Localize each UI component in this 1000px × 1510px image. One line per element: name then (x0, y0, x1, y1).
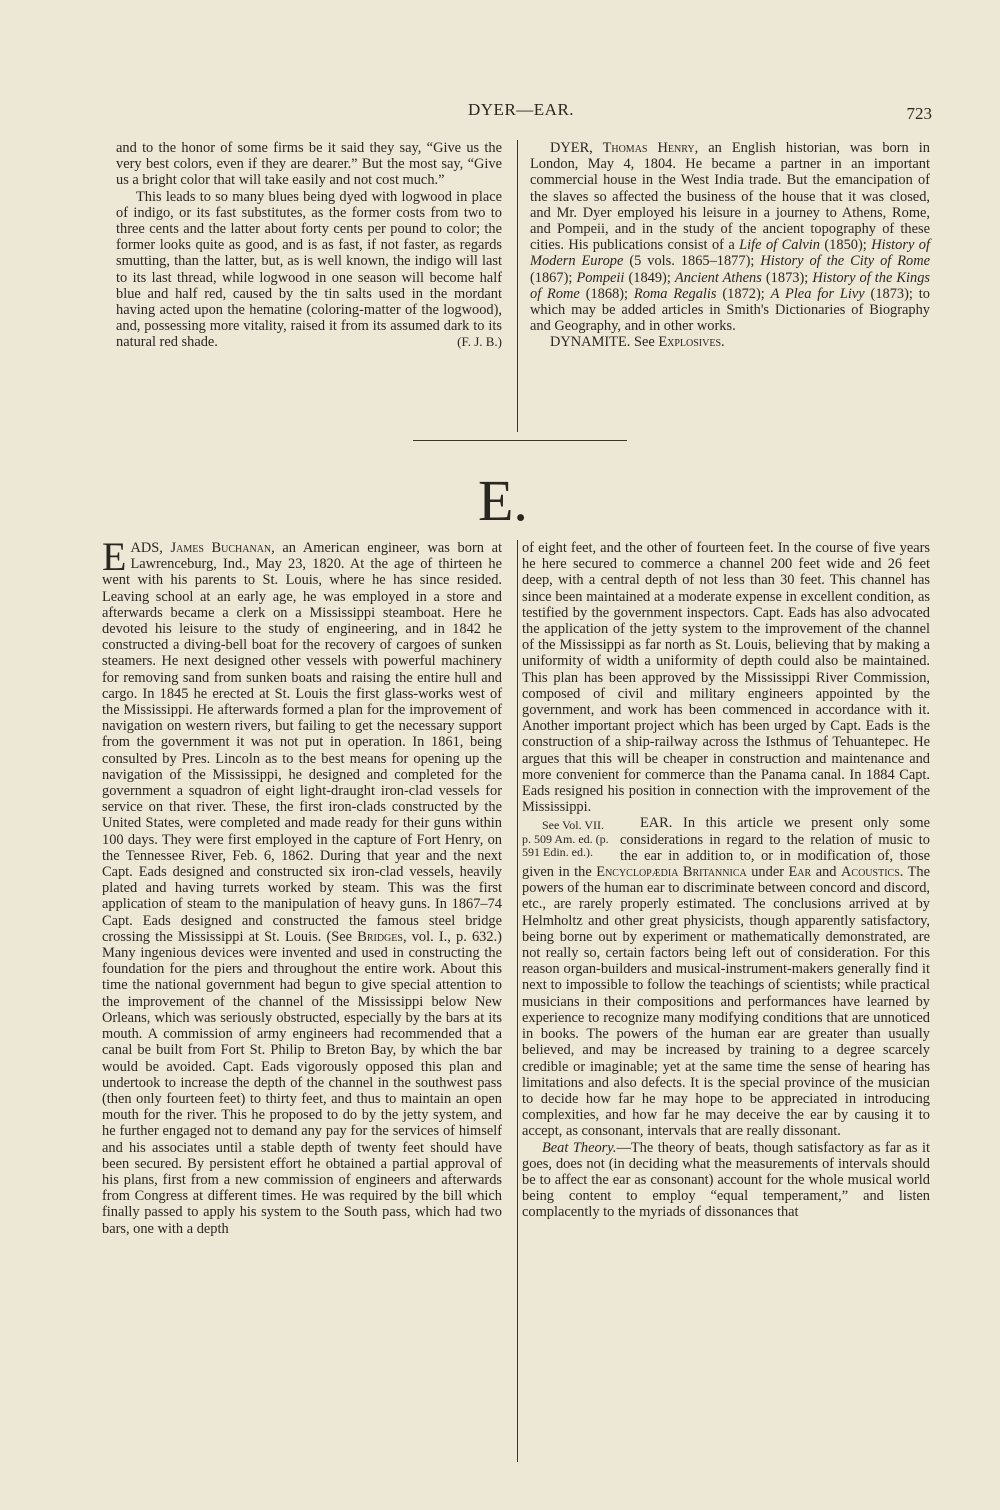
work-title: Ancient Athens (674, 269, 762, 286)
work-title: History of the Kings of Rome (530, 269, 931, 302)
eads-continuation: of eight feet, and the other of fourteen feet. In the course of five years he here secured to commerce a channel 200 feet wide and 26 feet deep, with a central depth of not less than 30 feet. This channel has since been maintained at a moderate expense in excellent condition, as testified by the government inspectors. Capt. Eads has also advocated the application of the jetty system to the improvement of the channel of the Mississippi as far north as St. Louis, believing that by making a uniformity of width a uniformity of depth could also be maintained. This plan has been approved by the Mississippi River Commission, composed of civil and military engineers appointed by the government, and work has been commenced in accordance with it. Another important project which has been urged by Capt. Eads is the construction of a ship-railway across the Isthmus of Tehuantepec. He argues that this will be cheaper in construction and maintenance and more convenient for commerce than the Panama canal. In 1884 Capt. Eads resigned his position in connection with the improvement of the Mississippi. (522, 540, 930, 816)
dyer-name: DYER, Thomas Henry, (550, 140, 699, 156)
eads-text-continued: vol. I., p. 632.) Many ingenious devices were invented and used in constructing the foundation for the piers and throughout the entire work. About this time the national government had begun to give special attention to the improvement of the channel of the Mississippi below New Orleans, which was seriously obstructed, especially by the bars at its mouth. A commission of army engineers had recommended that a canal be built from Fort St. Philip to Breton Bay, by which the bar would be avoided. Capt. Eads vigorously opposed this plan and undertook to increase the depth of the channel in the southwest pass (then only fourteen feet) to thirty feet, and thus to maintain an open mouth for the river. This he proposed to do by the jetty system, and he further engaged not to demand any pay for the services of himself and his associates until a stable depth of twenty feet should have been secured. By persistent effort he obtained a partial approval of his plans, first from a new commission of engineers and afterwards from Congress at different times. He was required by the bill which finally passed to apply his system to the South pass, which had two bars, one with a depth (102, 928, 502, 1237)
work-title: A Plea for Livy (770, 285, 865, 302)
ear-text: The powers of the human ear to discriminate between concord and discord, etc., are rarely properly estimated. The conclusions arrived at by Helmholtz and other great physicists, though apparently satisfactory, being borne out by experiment or mathematically demonstrated, are not really so, certain factors being left out of consideration. For this reason organ-builders and musical-instrument-makers generally find it next to impossible to follow the teachings of scientists; while practical musicians in their compositions and performances have learned by experience to recognize many modifying conditions that are unnoticed in books. The powers of the human ear are greater than usually believed, and may be increased by training to a degree scarcely credible or imaginable; yet at the same time the sense of hearing has limitations and also defects. It is the special province of the musician to decide how far he may hope to be appreciated in introducing complexities, and how far he may deceive the ear by causing it to accept, as consonant, intervals that are really dissonant. (522, 864, 930, 1140)
eads-entry (102, 534, 502, 1237)
work-title: History of the City of Rome (760, 253, 930, 270)
top-right-column (530, 140, 930, 351)
top-left-column (116, 140, 502, 351)
cross-reference-link[interactable]: Bridges, (357, 928, 407, 945)
column-divider-top (517, 140, 518, 432)
running-head: DYER—EAR. (468, 100, 575, 119)
work-year: (1873); (765, 269, 809, 286)
section-letter: E. (478, 468, 528, 533)
ear-head: EAR. (640, 815, 673, 832)
ear-entry (522, 815, 930, 1139)
dynamite-entry (530, 334, 930, 350)
dyer-text: an English historian, was born in London, May 4, 1804. He became a partner in an important commercial house in the West India trade. But the emancipation of the slaves so affected the business of the house that it was closed, and Mr. Dyer employed his leisure in a journey to Athens, Rome, and Pompeii, and in the study of the ancient topography of these cities. His publications consist of a (530, 140, 930, 254)
work-year: (1873); to which may be added articles in Smith's Dictionaries of Biography and Geography, and in other works. (530, 285, 930, 335)
margin-note: See Vol. VII. p. 509 Am. ed. (p. 591 Edin. ed.). (522, 818, 609, 860)
eads-name: ADS, James Buchanan, (130, 540, 275, 556)
work-year: (1872); (722, 285, 765, 302)
work-title: History of Modern Europe (530, 237, 930, 270)
beat-theory-paragraph (522, 1140, 930, 1221)
work-title: Pompeii (576, 269, 625, 286)
page-number: 723 (906, 104, 932, 123)
ear-intro: In this article we present only some considerations in regard to the relation of music to the ear in addition to, or in modification of, those given in the (522, 815, 930, 881)
work-year: (1849); (628, 269, 671, 286)
work-year: (5 vols. 1865–1877); (629, 253, 755, 270)
author-signature: (F. J. B.) (457, 334, 502, 350)
see-text: See (633, 334, 655, 351)
dyer-entry (530, 140, 930, 334)
cross-reference-link[interactable]: Encyclopædia Britannica (596, 864, 747, 881)
work-year: (1850); (824, 237, 867, 254)
work-year: (1867); (530, 269, 573, 286)
work-title: Life of Calvin (739, 237, 820, 254)
dye-paragraph-1: and to the honor of some firms be it said they say, “Give us the very best colors, even if they are dearer.” But the most say, “Give us a bright color that will take easily and not cost much.” (116, 140, 502, 189)
cross-reference-link[interactable]: Acoustics. (841, 864, 904, 881)
work-year: (1868); (585, 285, 629, 302)
connector-text: under (751, 864, 784, 881)
connector-text: and (815, 864, 837, 881)
bottom-left-column (102, 534, 502, 1237)
beat-theory-text: —The theory of beats, though satisfactory as far as it goes, does not (in deciding what the measurements of intervals should be to affect the ear as consonant) account for the whole musical world being content to employ “equal temperament,” and listen complacently to the myriads of dissonances that (522, 1139, 931, 1221)
dye-paragraph-2 (116, 189, 502, 351)
work-title: Roma Regalis (633, 285, 717, 302)
cross-reference-link[interactable]: Ear (788, 864, 812, 881)
section-divider (413, 440, 627, 441)
dye-paragraph-2-text: This leads to so many blues being dyed with logwood in place of indigo, or its fast substitutes, as the former costs from two to three cents and the latter about forty cents per pound to color; the former looks quite as good, and is as fast, if not faster, as regards smutting, than the latter, but, as is well known, the indigo will last to its last thread, while logwood in one season will become half blue and half red, caused by the tin salts used in the mordant having acted upon the hematine (coloring-matter of the logwood), and, possessing more vitality, raised it from its assumed dark to its natural red shade. (116, 188, 502, 351)
dynamite-head: DYNAMITE. (550, 334, 631, 351)
column-divider-bottom (517, 540, 518, 1462)
eads-text: an American engineer, was born at Lawrenceburg, Ind., May 23, 1820. At the age of thirteen he went with his parents to St. Louis, where he has since resided. Leaving school at an early age, he was employed in a store and afterwards became a clerk on a Mississippi steamboat. Here he devoted his leisure to the study of engineering, and in 1842 he constructed a diving-bell boat for the recovery of cargoes of sunken steamers. He next designed other vessels with powerful machinery for removing sand from sunken boats and raising the entire hull and cargo. In 1845 he erected at St. Louis the first glass-works west of the Mississippi. He afterwards formed a plan for the improvement of navigation on western rivers, but failing to get the necessary support from the government it was not put in operation. In 1861, being consulted by Pres. Lincoln as to the best means for opening up the navigation of the Mississippi, he designed and completed for the government a squadron of eight light-draught iron-clad vessels for service on that river. These, the first iron-clads constructed by the United States, were completed and made ready for their guns within 100 days. They were first employed in the capture of Fort Henry, on the Tennessee River, Feb. 6, 1862. During that year and the next Capt. Eads designed and constructed six iron-clad vessels, heavily plated and having turrets worked by steam. This was the first application of steam to the manipulation of heavy guns. In 1867–74 Capt. Eads designed and constructed the famous steel bridge crossing the Mississippi at St. Louis. (See (102, 540, 502, 945)
beat-theory-head: Beat Theory. (542, 1139, 617, 1156)
drop-cap: E (102, 534, 127, 579)
bottom-right-column (522, 540, 930, 1221)
cross-reference-link[interactable]: Explosives. (658, 334, 725, 351)
